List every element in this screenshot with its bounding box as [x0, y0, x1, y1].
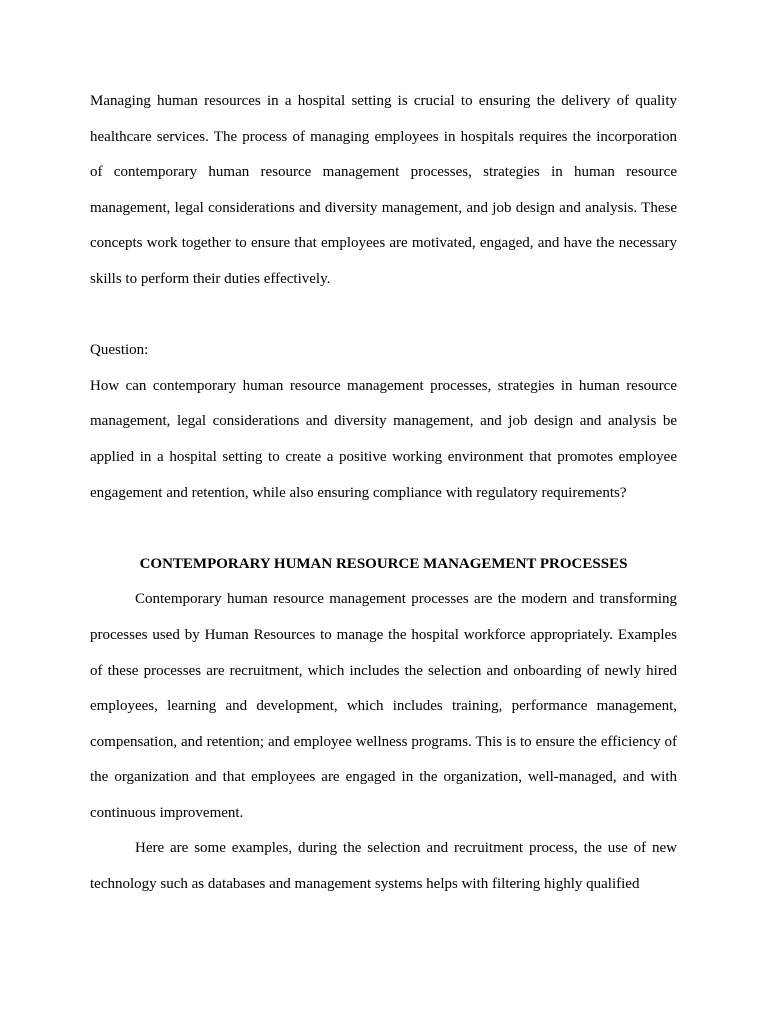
intro-paragraph: Managing human resources in a hospital setting is crucial to ensuring the delivery of quality healthcare services. The process of managing employees in hospitals requires the incorporation of contemporary human resource management processes, strategies in human resource management, legal considerations and diversity management, and job design and analysis. These concepts work together to ensure that employees are motivated, engaged, and have the necessary skills to perform their duties effectively. — [90, 93, 677, 287]
section-paragraph-1: Contemporary human resource management processes are the modern and transforming processes used by Human Resources to manage the hospital workforce appropriately. Examples of these processes are recruitment, which includes the selection and onboarding of newly hired employees, learning and development, which includes training, performance management, compensation, and retention; and employee wellness programs. This is to ensure the efficiency of the organization and that employees are engaged in the organization, well-managed, and with continuous improvement. — [90, 591, 677, 821]
section-paragraph-2: Here are some examples, during the selection and recruitment process, the use of new technology such as databases and management systems helps with filtering highly qualified — [90, 840, 677, 893]
question-label: Question: — [90, 342, 149, 359]
document-body — [90, 84, 677, 903]
question-text: How can contemporary human resource management processes, strategies in human resource management, legal considerations and diversity management, and job design and analysis be applied in a hospital setting to create a positive working environment that promotes employee engagement and retention, while also ensuring compliance with regulatory requirements? — [90, 377, 677, 501]
section-heading: CONTEMPORARY HUMAN RESOURCE MANAGEMENT PROCESSES — [139, 555, 628, 572]
